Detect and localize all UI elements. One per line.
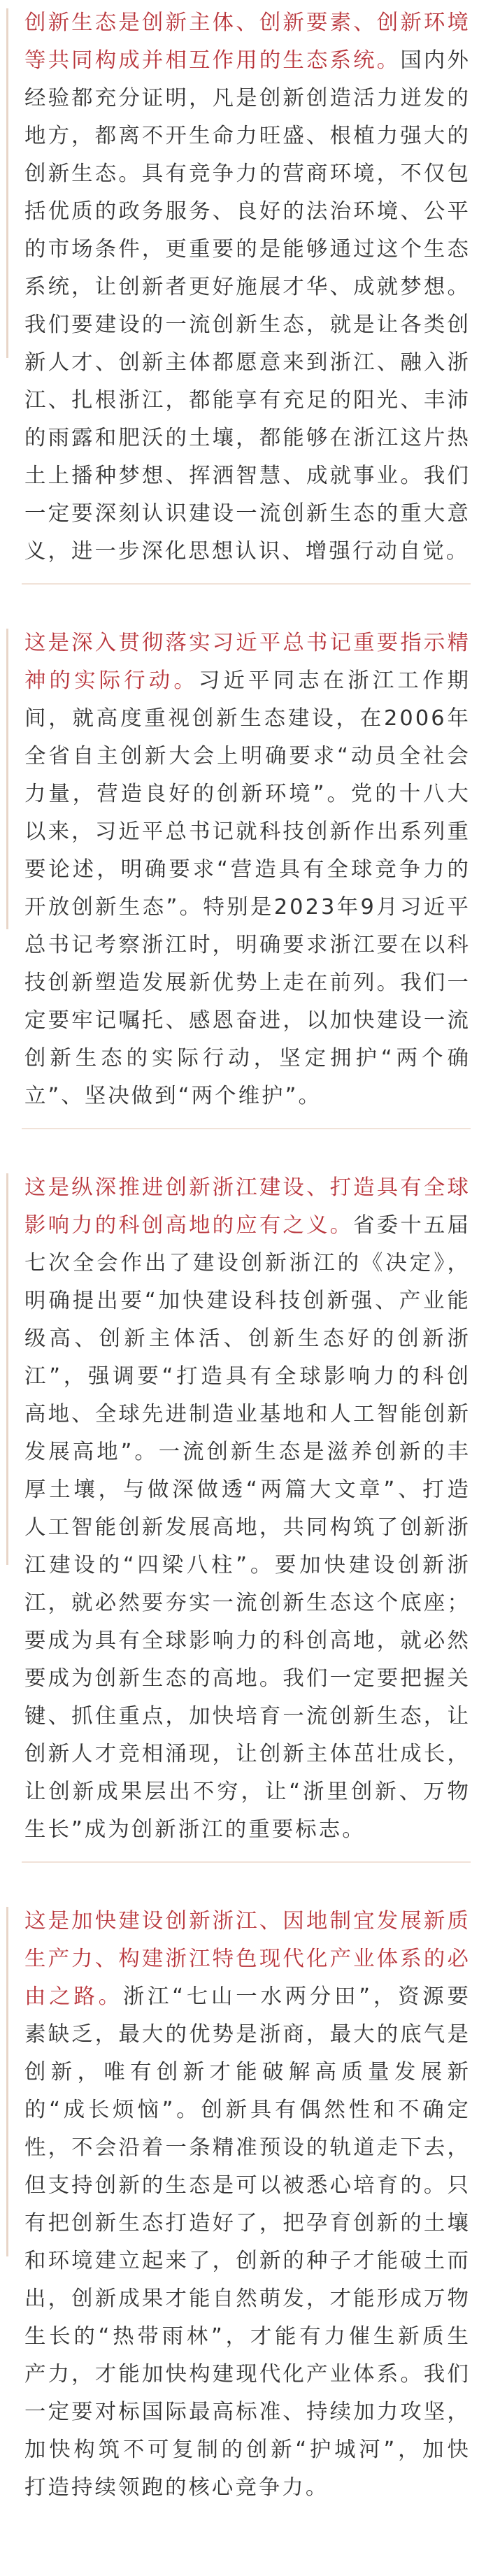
paragraph-innovation-zhejiang — [22, 1169, 471, 1849]
paragraph-implementing-instructions — [22, 624, 471, 1115]
paragraph-rail — [6, 629, 8, 929]
paragraph-body-text: 省委十五届七次全会作出了建设创新浙江的《决定》，明确提出要“加快建设科技创新强、产业能级高、创新主体活、创新生态好的创新浙江”，强调要“打造具有全球影响力的科创高地、全球先进制造业基地和人工智能创新发展高地”。一流创新生态是滋养创新的丰厚土壤，与做深做透“两篇大文章”、打造人工智能创新发展高地，共同构筑了创新浙江建设的“四梁八柱”。要加快建设创新浙江，就必然要夯实一流创新生态这个底座；要成为具有全球影响力的科创高地，就必然要成为创新生态的高地。我们一定要把握关键、抓住重点，加快培育一流创新生态，让创新人才竞相涌现，让创新主体茁壮成长，让创新成果层出不穷，让“浙里创新、万物生长”成为创新浙江的重要标志。 — [24, 1213, 471, 1842]
paragraph-ecosystem-definition — [22, 4, 471, 571]
paragraph-body-text: 习近平同志在浙江工作期间，就高度重视创新生态建设，在2006年全省自主创新大会上明确要求“动员全社会力量，营造良好的创新环境”。党的十八大以来，习近平总书记就科技创新作出系列重要论述，明确要求“营造具有全球竞争力的开放创新生态”。特别是2023年9月习近平总书记考察浙江时，明确要求浙江要在以科技创新塑造发展新优势上走在前列。我们一定要牢记嘱托、感恩奋进，以加快建设一流创新生态的实际行动，坚定拥护“两个确立”、坚决做到“两个维护”。 — [24, 668, 471, 1108]
paragraph-rail — [6, 8, 8, 358]
article — [22, 4, 471, 2507]
paragraph-lead-sentence: 这是加快建设创新浙江、因地制宜发展新质生产力、构建浙江特色现代化产业体系的必由之路。 — [24, 1909, 471, 2009]
paragraph-body-text: 国内外经验都充分证明，凡是创新创造活力迸发的地方，都离不开生命力旺盛、根植力强大的创新生态。具有竞争力的营商环境，不仅包括优质的政务服务、良好的法治环境、公平的市场条件，更重要的是能够通过这个生态系统，让创新者更好施展才华、成就梦想。我们要建设的一流创新生态，就是让各类创新人才、创新主体都愿意来到浙江、融入浙江、扎根浙江，都能享有充足的阳光、丰沛的雨露和肥沃的土壤，都能够在浙江这片热土上播种梦想、挥洒智慧、成就事业。我们一定要深刻认识建设一流创新生态的重大意义，进一步深化思想认识、增强行动自觉。 — [24, 48, 471, 564]
paragraph-lead-sentence: 这是纵深推进创新浙江建设、打造具有全球影响力的科创高地的应有之义。 — [24, 1175, 471, 1238]
paragraph-separator — [22, 1128, 471, 1129]
paragraph-rail — [6, 1173, 8, 1565]
paragraph-new-quality-productivity — [22, 1903, 471, 2507]
paragraph-lead-sentence: 创新生态是创新主体、创新要素、创新环境等共同构成并相互作用的生态系统。 — [24, 10, 471, 73]
paragraph-body-text: 浙江“七山一水两分田”，资源要素缺乏，最大的优势是浙商，最大的底气是创新，唯有创新才能破解高质量发展新的“成长烦恼”。创新具有偶然性和不确定性，不会沿着一条精准预设的轨道走下去，但支持创新的生态是可以被悉心培育的。只有把创新生态打造好了，把孕育创新的土壤和环境建立起来了，创新的种子才能破土而出，创新成果才能自然萌发，才能形成万物生长的“热带雨林”，才能有力催生新质生产力，才能加快构建现代化产业体系。我们一定要对标国际最高标准、持续加力攻坚，加快构筑不可复制的创新“护城河”，加快打造持续领跑的核心竞争力。 — [24, 1984, 471, 2500]
paragraph-separator — [22, 1861, 471, 1863]
paragraph-separator — [22, 583, 471, 585]
paragraph-rail — [6, 1907, 8, 2256]
paragraph-lead-sentence: 这是深入贯彻落实习近平总书记重要指示精神的实际行动。 — [24, 631, 471, 693]
